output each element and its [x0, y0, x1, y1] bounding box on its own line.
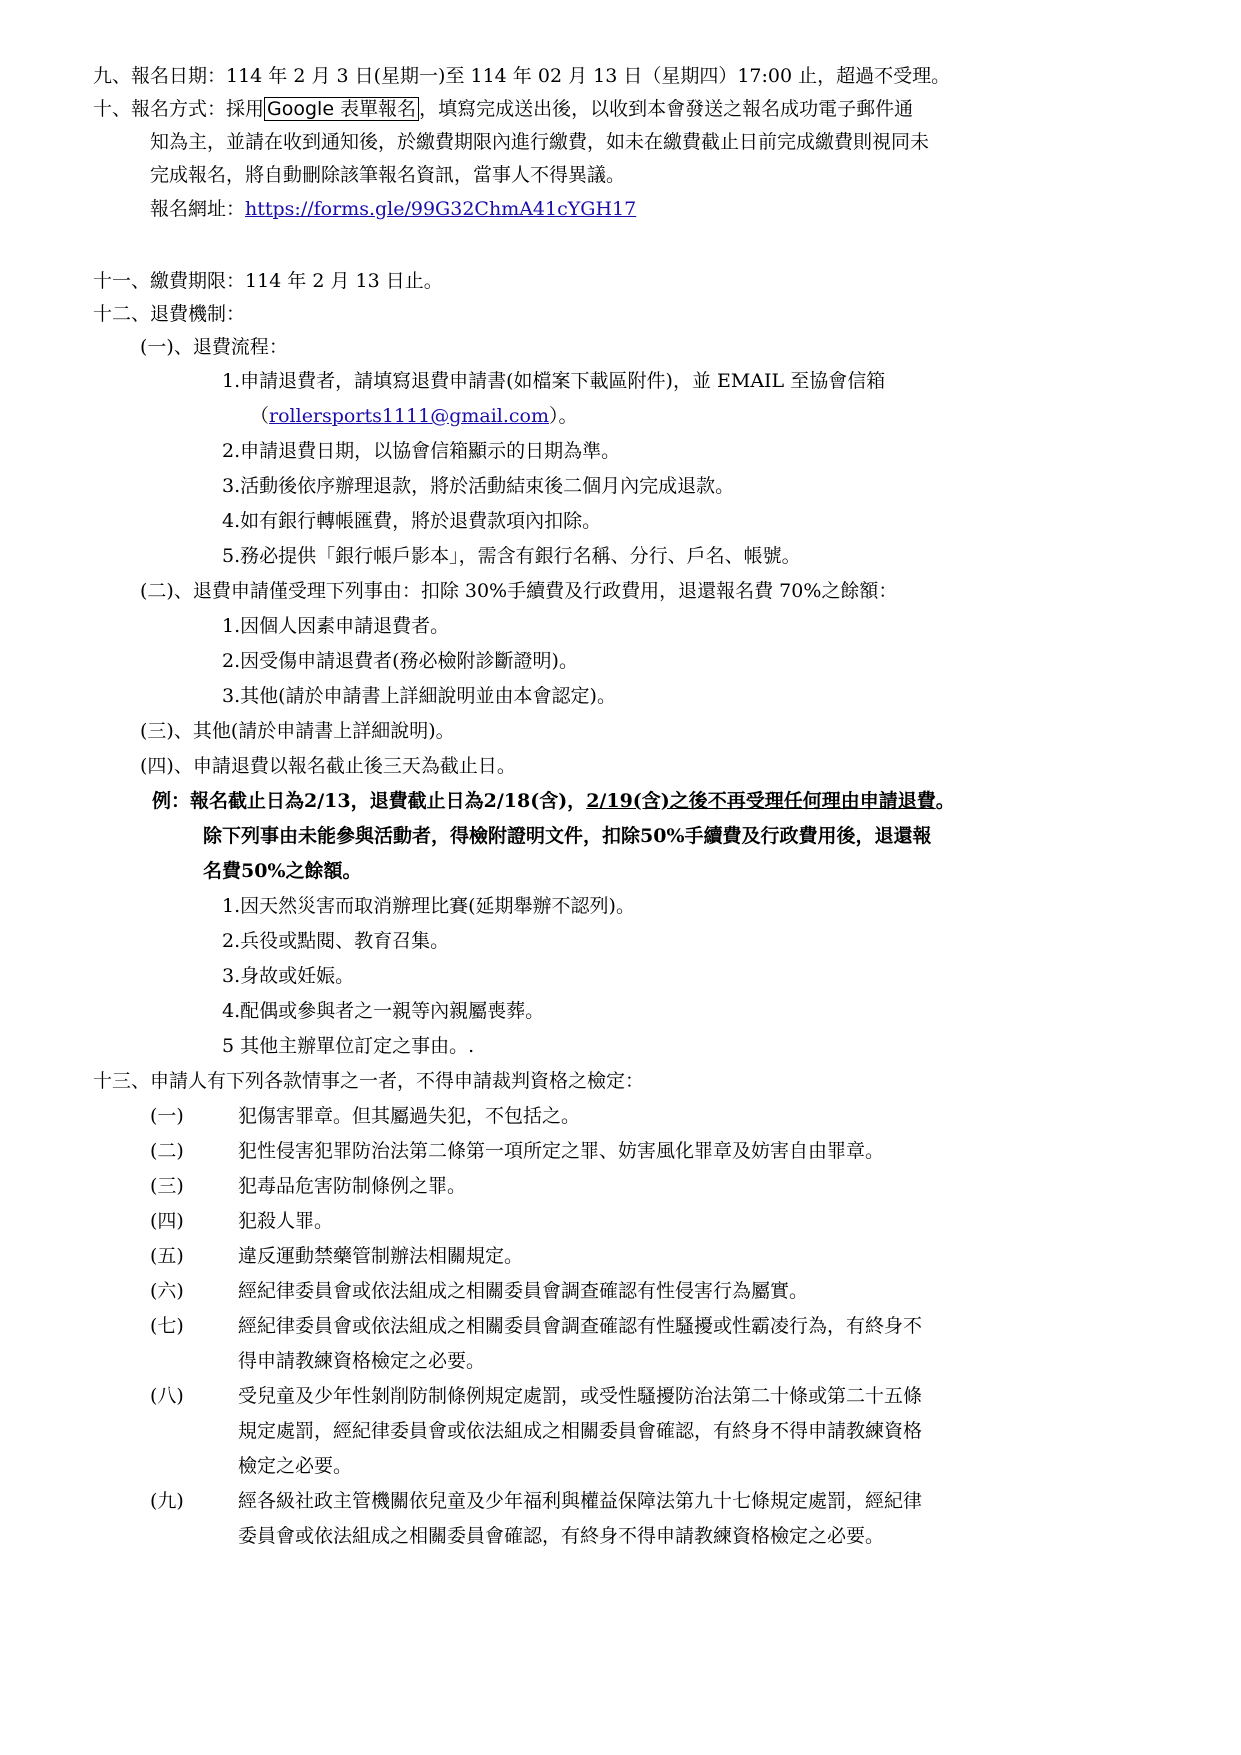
section-9-registration-date: 九、報名日期：114 年 2 月 3 日(星期一)至 114 年 02 月 13 日（星期四）17:00 止，超過不受理。 [93, 65, 951, 87]
disqualification-8-text-line-3: 檢定之必要。 [238, 1455, 353, 1477]
registration-url-label: 報名網址： [150, 198, 246, 220]
disqualification-9-number: (九) [150, 1490, 184, 1512]
refund-example-line-2: 除下列事由未能參與活動者，得檢附證明文件，扣除50%手續費及行政費用後，退還報 [203, 825, 932, 847]
disqualification-8-number: (八) [150, 1385, 184, 1407]
example-reason-3: 3.身故或妊娠。 [222, 965, 355, 987]
refund-reason-3: 3.其他(請於申請書上詳細說明並由本會認定)。 [222, 685, 616, 707]
refund-reasons-title: (二)、退費申請僅受理下列事由：扣除 30%手續費及行政費用，退還報名費 70%之餘額： [140, 580, 898, 602]
disqualification-4-text: 犯殺人罪。 [238, 1210, 334, 1232]
email-close-paren: ）。 [549, 405, 578, 427]
refund-process-item-2: 2.申請退費日期，以協會信箱顯示的日期為準。 [222, 440, 621, 462]
section-10-line-2: 知為主，並請在收到通知後，於繳費期限內進行繳費，如未在繳費截止日前完成繳費則視同未 [150, 131, 930, 153]
example-reason-5: 5 其他主辦單位訂定之事由。. [222, 1035, 475, 1057]
section-10-prefix: 十、報名方式：採用 [93, 98, 265, 120]
disqualification-2-number: (二) [150, 1140, 184, 1162]
refund-process-item-3: 3.活動後依序辦理退款，將於活動結束後二個月內完成退款。 [222, 475, 735, 497]
disqualification-2-text: 犯性侵害犯罪防治法第二條第一項所定之罪、妨害風化罪章及妨害自由罪章。 [238, 1140, 885, 1162]
example-prefix: 例：報名截止日為2/13，退費截止日為2/18(含)， [152, 790, 587, 812]
refund-example-line-1 [152, 788, 955, 814]
association-email-link[interactable]: rollersports1111@gmail.com [269, 405, 549, 427]
refund-process-item-4: 4.如有銀行轉帳匯費，將於退費款項內扣除。 [222, 510, 602, 532]
disqualification-3-text: 犯毒品危害防制條例之罪。 [238, 1175, 467, 1197]
disqualification-6-number: (六) [150, 1280, 184, 1302]
disqualification-3-number: (三) [150, 1175, 184, 1197]
email-open-paren: （ [250, 405, 270, 427]
section-12-heading: 十二、退費機制： [93, 303, 246, 325]
disqualification-6-text: 經紀律委員會或依法組成之相關委員會調查確認有性侵害行為屬實。 [238, 1280, 809, 1302]
disqualification-5-text: 違反運動禁藥管制辦法相關規定。 [238, 1245, 524, 1267]
refund-other-title: (三)、其他(請於申請書上詳細說明)。 [140, 720, 455, 742]
section-13-heading: 十三、申請人有下列各款情事之一者，不得申請裁判資格之檢定： [93, 1070, 645, 1092]
refund-deadline-title: (四)、申請退費以報名截止後三天為截止日。 [140, 755, 516, 777]
section-10-line-3: 完成報名，將自動刪除該筆報名資訊，當事人不得異議。 [150, 164, 626, 186]
section-11-payment-deadline: 十一、繳費期限：114 年 2 月 13 日止。 [93, 270, 443, 292]
example-reason-1: 1.因天然災害而取消辦理比賽(延期舉辦不認列)。 [222, 895, 635, 917]
refund-example-line-3: 名費50%之餘額。 [203, 860, 362, 882]
refund-process-item-1: 1.申請退費者，請填寫退費申請書(如檔案下載區附件)，並 EMAIL 至協會信箱 [222, 370, 886, 392]
refund-email-row [250, 403, 578, 429]
disqualification-7-text-line-1: 經紀律委員會或依法組成之相關委員會調查確認有性騷擾或性霸凌行為，有終身不 [238, 1315, 923, 1337]
registration-url-link[interactable]: https://forms.gle/99G32ChmA41cYGH17 [245, 198, 637, 220]
disqualification-8-text-line-1: 受兒童及少年性剝削防制條例規定處罰，或受性騷擾防治法第二十條或第二十五條 [238, 1385, 923, 1407]
disqualification-1-text: 犯傷害罪章。但其屬過失犯，不包括之。 [238, 1105, 581, 1127]
disqualification-9-text-line-1: 經各級社政主管機關依兒童及少年福利與權益保障法第九十七條規定處罰，經紀律 [238, 1490, 923, 1512]
google-form-label: Google 表單報名 [264, 97, 419, 121]
registration-url-row [150, 196, 636, 222]
refund-reason-2: 2.因受傷申請退費者(務必檢附診斷證明)。 [222, 650, 578, 672]
disqualification-7-text-line-2: 得申請教練資格檢定之必要。 [238, 1350, 486, 1372]
example-underlined-text: 2/19(含)之後不再受理任何理由申請退費 [586, 790, 936, 812]
example-reason-2: 2.兵役或點閱、教育召集。 [222, 930, 450, 952]
disqualification-7-number: (七) [150, 1315, 184, 1337]
example-suffix: 。 [935, 790, 955, 812]
disqualification-9-text-line-2: 委員會或依法組成之相關委員會確認，有終身不得申請教練資格檢定之必要。 [238, 1525, 885, 1547]
disqualification-5-number: (五) [150, 1245, 184, 1267]
disqualification-4-number: (四) [150, 1210, 184, 1232]
disqualification-8-text-line-2: 規定處罰，經紀律委員會或依法組成之相關委員會確認，有終身不得申請教練資格 [238, 1420, 923, 1442]
disqualification-1-number: (一) [150, 1105, 184, 1127]
refund-process-title: (一)、退費流程： [140, 336, 288, 358]
refund-reason-1: 1.因個人因素申請退費者。 [222, 615, 450, 637]
section-10-registration-method [93, 96, 913, 122]
section-10-rest: ，填寫完成送出後，以收到本會發送之報名成功電子郵件通 [419, 98, 914, 120]
refund-process-item-5: 5.務必提供「銀行帳戶影本」，需含有銀行名稱、分行、戶名、帳號。 [222, 545, 801, 567]
example-reason-4: 4.配偶或參與者之一親等內親屬喪葬。 [222, 1000, 545, 1022]
